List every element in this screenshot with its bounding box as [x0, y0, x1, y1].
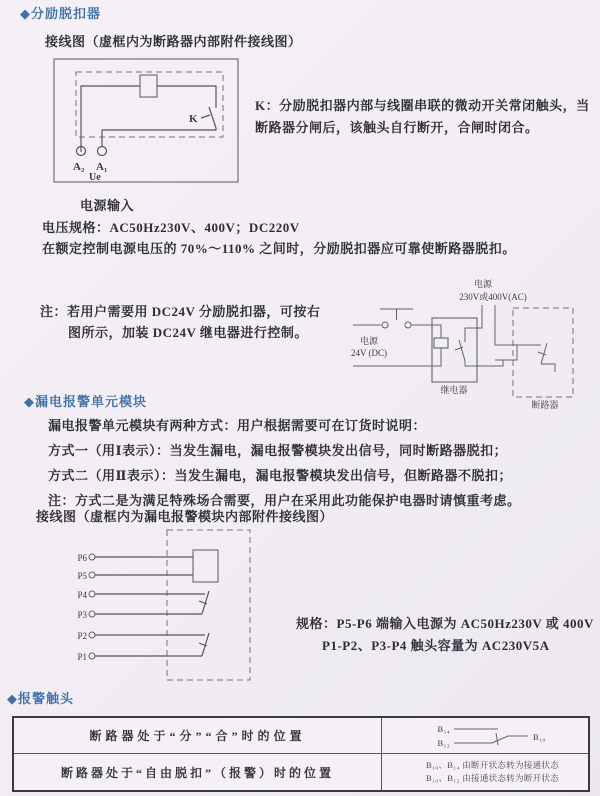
leakage-line4: 注：方式二是为满足特殊场合需要，用户在采用此功能保护电器时请慎重考虑。 [48, 493, 521, 508]
wiring-diagram-title-2: 接线图（虚框内为漏电报警模块内部附件接线图） [36, 509, 334, 524]
table-row-on-off-position [14, 718, 588, 754]
breaker-label: 断路器 [531, 400, 559, 410]
leakage-line2: 方式一（用Ⅰ表示）：当发生漏电，漏电报警模块发出信号，同时断路器脱扣； [48, 443, 508, 458]
ue-label: Ue [89, 172, 101, 183]
table-row-free-trip-position [14, 754, 588, 790]
terminal-a2-label: A₂ [73, 161, 85, 173]
b14-label: B₁₄ [437, 723, 450, 734]
b10-label: B₁₀ [533, 731, 546, 742]
module-spec-line2: P1-P2、P3-P4 触头容量为 AC230V5A [322, 638, 550, 653]
leakage-line3: 方式二（用Ⅱ表示）：当发生漏电，漏电报警模块发出信号，但断路器不脱扣； [48, 468, 512, 483]
alarm-contacts [199, 591, 209, 656]
row1-contact-diagram-cell [382, 718, 588, 753]
terminal-p1-label: P1 [77, 652, 87, 662]
dc24v-note-line2: 图所示，加装 DC24V 继电器进行控制。 [68, 325, 308, 340]
ac-power-label-line1: 电源 [473, 279, 493, 289]
terminal-p6-label: P6 [77, 553, 87, 563]
breaker-internal-dashed-frame [76, 72, 223, 137]
section-heading-alarm-contact: ◆报警触头 [7, 691, 74, 706]
leakage-line1: 漏电报警单元模块有两种方式：用户根据需要可在订货时说明： [48, 418, 427, 433]
breaker-dashed-box [513, 308, 573, 397]
row2-description: 断路器处于“自由脱扣”（报警）时的位置 [14, 754, 382, 790]
shunt-release-wiring-diagram [53, 58, 243, 186]
row1-description: 断路器处于“分”“合”时的位置 [14, 718, 382, 753]
leakage-module-wiring-diagram [65, 528, 300, 688]
changeover-blade [492, 733, 528, 745]
module-spec-line1: 规格：P5-P6 端输入电源为 AC50Hz230V 或 400V [296, 616, 594, 631]
section-heading-shunt-release: ◆分励脱扣器 [20, 6, 101, 21]
contact-k-note: K：分励脱扣器内部与线圈串联的微动开关常闭触头，当断路器分闸后，该触头自行断开，合闸时闭合。 [255, 98, 590, 135]
ac-power-label-line2: 230V或400V(AC) [459, 292, 527, 302]
voltage-range-note: 在额定控制电源电压的 70%～110% 之间时，分励脱扣器应可靠使断路器脱扣。 [42, 241, 516, 256]
contact-k-label: K [189, 113, 198, 125]
terminal-a1-label: A₁ [96, 161, 108, 173]
dc24v-note-line1: 注：若用户需要用 DC24V 分励脱扣器，可按右 [40, 304, 321, 319]
terminal-p4-label: P4 [77, 590, 87, 600]
breaker-contact [495, 332, 555, 372]
module-box [193, 550, 218, 582]
wiring-diagram-title-1: 接线图（虚框内为断路器内部附件接线图） [45, 34, 302, 49]
module-dashed-frame [167, 530, 250, 680]
terminal-p5-label: P5 [77, 571, 87, 581]
dc-power-label-line2: 24V (DC) [350, 348, 388, 358]
alarm-contact-diagram [426, 719, 576, 753]
b12-label: B₁₂ [437, 737, 450, 748]
voltage-spec: 电压规格：AC50Hz230V、400V；DC220V [42, 220, 300, 235]
push-button [353, 309, 432, 328]
terminal-wires [89, 554, 205, 659]
state-change-line2: B₁₀、B₁₂ 由接通状态转为断开状态 [426, 773, 560, 783]
power-input-caption: 电源输入 [80, 198, 135, 213]
row2-states-cell [382, 754, 588, 790]
trip-coil [140, 75, 157, 97]
alarm-contact-table [12, 716, 590, 792]
terminal-p3-label: P3 [77, 610, 87, 620]
relay-coil [434, 338, 448, 348]
section-heading-leakage-alarm-module: ◆漏电报警单元模块 [24, 394, 147, 409]
relay-label: 继电器 [440, 385, 468, 395]
terminal-a1 [98, 147, 107, 156]
terminal-p2-label: P2 [77, 631, 87, 641]
state-change-line1: B₁₀、B₁₄ 由断开状态转为接通状态 [426, 760, 560, 770]
dc-power-label-line1: 电源 [359, 336, 379, 346]
dc24v-relay-circuit-diagram [345, 272, 600, 414]
